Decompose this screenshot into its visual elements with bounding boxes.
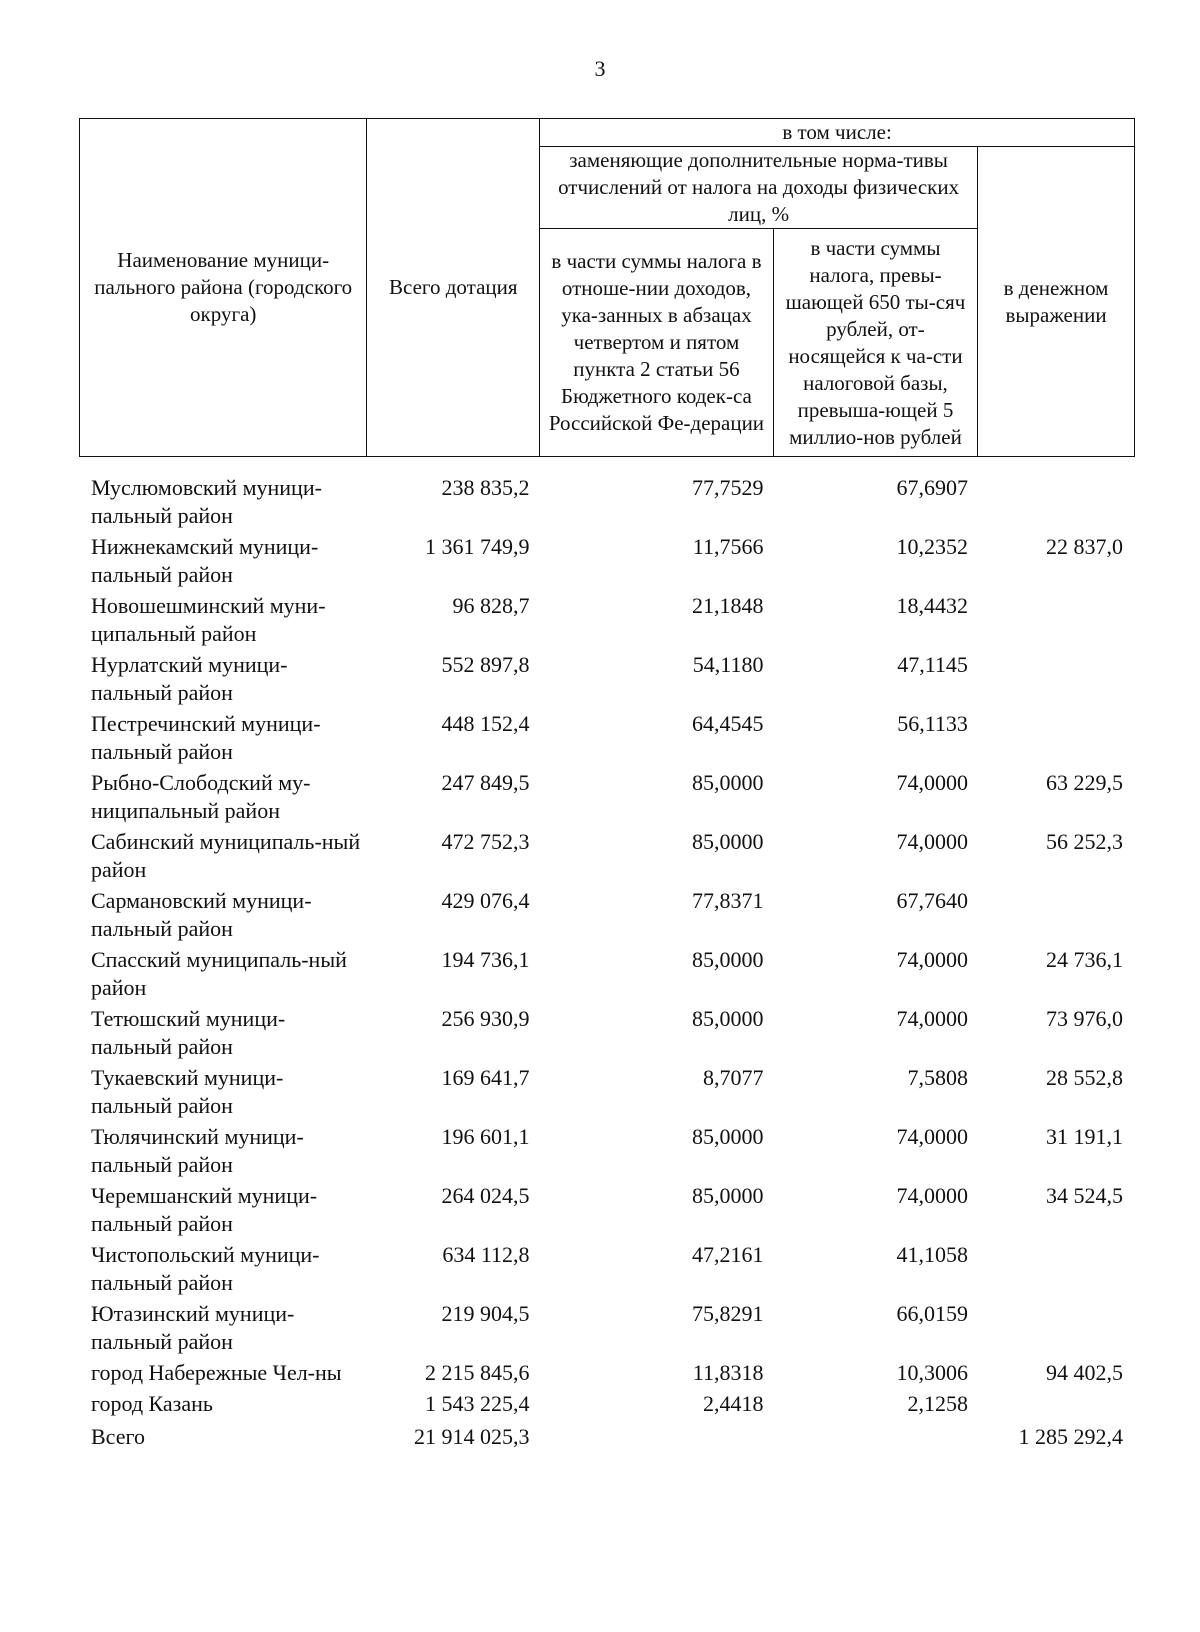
row-normative1-cell: 11,8318 [692, 1360, 764, 1385]
row-total-cell: 169 641,7 [441, 1065, 530, 1090]
row-cash-cell: 22 837,0 [1046, 534, 1123, 559]
row-name-cell: Пестречинский муници-пальный район [91, 711, 321, 764]
row-cash-cell: 31 191,1 [1046, 1124, 1123, 1149]
row-total-cell: 96 828,7 [452, 593, 530, 618]
row-normative1-cell: 54,1180 [692, 652, 764, 677]
row-normative1-cell: 85,0000 [691, 770, 764, 795]
row-normative1-cell: 47,2161 [691, 1242, 764, 1267]
row-normative2-cell: 2,1258 [907, 1391, 968, 1416]
row-total-cell: 238 835,2 [441, 475, 530, 500]
row-cash-cell: 1 285 292,4 [1018, 1424, 1123, 1449]
table-row [79, 474, 1135, 533]
table-row [79, 1123, 1135, 1182]
row-normative2-cell: 41,1058 [896, 1242, 968, 1267]
row-normative2-cell: 67,7640 [896, 888, 968, 913]
table-row [79, 1423, 1135, 1456]
table-row [79, 1359, 1135, 1390]
row-total-cell: 1 543 225,4 [425, 1391, 530, 1416]
row-name-cell: Тюлячинский муници-пальный район [91, 1124, 304, 1177]
row-cash-cell: 94 402,5 [1046, 1360, 1123, 1385]
row-normative1-cell [540, 1423, 774, 1456]
row-name-cell: Рыбно-Слободский му-ниципальный район [91, 770, 311, 823]
header-part1-column: в части суммы налога в отноше-нии доходов, ука-занных в абзацах четвертом и пятом пункта 2 статьи 56 Бюджетного кодек-са Российской Фе-дерации [540, 229, 774, 457]
row-normative2-cell: 18,4432 [896, 593, 968, 618]
row-name-cell: Нурлатский муници-пальный район [91, 652, 288, 705]
row-total-cell: 634 112,8 [442, 1242, 530, 1267]
table-row [79, 1300, 1135, 1359]
row-normative2-cell: 10,2352 [896, 534, 968, 559]
table-row [79, 828, 1135, 887]
row-name-cell: Тетюшский муници-пальный район [91, 1006, 286, 1059]
row-total-cell: 2 215 845,6 [425, 1360, 530, 1385]
row-normative2-cell: 67,6907 [896, 475, 968, 500]
row-normative2-cell: 74,0000 [896, 770, 968, 795]
row-total-cell: 1 361 749,9 [425, 534, 530, 559]
row-normative1-cell: 2,4418 [702, 1391, 764, 1416]
table-row [79, 533, 1135, 592]
row-name-cell: Спасский муниципаль-ный район [91, 947, 347, 1000]
row-name-cell: Ютазинский муници-пальный район [91, 1301, 295, 1354]
row-cash-cell [978, 474, 1135, 533]
table-row [79, 651, 1135, 710]
row-normative2-cell: 10,3006 [896, 1360, 968, 1385]
row-normative1-cell: 8,7077 [702, 1065, 764, 1090]
row-name-cell: город Набережные Чел-ны [91, 1360, 342, 1385]
table-row [79, 887, 1135, 946]
row-normative1-cell: 77,7529 [691, 475, 764, 500]
row-normative1-cell: 85,0000 [691, 1006, 764, 1031]
row-name-cell: Чистопольский муници-пальный район [91, 1242, 320, 1295]
row-normative2-cell: 74,0000 [896, 1006, 968, 1031]
table-header [79, 118, 1135, 457]
row-normative2-cell: 56,1133 [897, 711, 968, 736]
table-row [79, 769, 1135, 828]
row-normative2-cell: 74,0000 [896, 829, 968, 854]
row-name-cell: город Казань [91, 1391, 213, 1416]
row-total-cell: 196 601,1 [441, 1124, 530, 1149]
row-total-cell: 21 914 025,3 [414, 1424, 530, 1449]
row-normative2-cell: 74,0000 [896, 947, 968, 972]
data-table [79, 474, 1135, 1456]
row-normative1-cell: 21,1848 [691, 593, 764, 618]
row-cash-cell: 34 524,5 [1046, 1183, 1123, 1208]
table-row [79, 946, 1135, 1005]
row-cash-cell [978, 1300, 1135, 1359]
row-cash-cell: 63 229,5 [1046, 770, 1123, 795]
page-number: 3 [594, 56, 606, 81]
row-cash-cell [978, 592, 1135, 651]
header-name-column: Наименование муници-пального района (городского округа) [80, 119, 367, 457]
row-total-cell: 552 897,8 [441, 652, 530, 677]
table-row [79, 1241, 1135, 1300]
row-total-cell: 264 024,5 [441, 1183, 530, 1208]
row-cash-cell [978, 887, 1135, 946]
row-normative2-cell: 74,0000 [896, 1124, 968, 1149]
row-cash-cell [978, 1390, 1135, 1423]
row-normative1-cell: 85,0000 [691, 829, 764, 854]
table-row [79, 592, 1135, 651]
header-total-column: Всего дотация [367, 119, 540, 457]
row-normative1-cell: 75,8291 [691, 1301, 764, 1326]
header-including: в том числе: [540, 119, 1135, 147]
row-cash-cell [978, 1241, 1135, 1300]
row-normative1-cell: 77,8371 [691, 888, 764, 913]
header-normatives-group: заменяющие дополнительные норма-тивы отчислений от налога на доходы физических лиц, % [540, 147, 978, 229]
table-row [79, 710, 1135, 769]
row-normative1-cell: 85,0000 [691, 1124, 764, 1149]
row-normative2-cell: 74,0000 [896, 1183, 968, 1208]
row-normative1-cell: 64,4545 [691, 711, 764, 736]
table-row [79, 1182, 1135, 1241]
row-normative1-cell: 85,0000 [691, 947, 764, 972]
row-normative2-cell [773, 1423, 977, 1456]
row-name-cell: Сабинский муниципаль-ный район [91, 829, 361, 882]
table-row [79, 1064, 1135, 1123]
row-name-cell: Новошешминский муни-ципальный район [91, 593, 326, 646]
table-row [79, 1005, 1135, 1064]
row-total-cell: 472 752,3 [441, 829, 530, 854]
row-total-cell: 448 152,4 [441, 711, 530, 736]
row-cash-cell: 24 736,1 [1046, 947, 1123, 972]
row-total-cell: 247 849,5 [441, 770, 530, 795]
row-normative1-cell: 11,7566 [692, 534, 764, 559]
header-cash-column: в денежном выражении [978, 147, 1135, 457]
row-total-cell: 194 736,1 [441, 947, 530, 972]
row-name-cell: Тукаевский муници-пальный район [91, 1065, 284, 1118]
row-cash-cell [978, 710, 1135, 769]
header-part2-column: в части суммы налога, превы-шающей 650 ты-сяч рублей, от-носящейся к ча-сти налоговой базы, превыша-ющей 5 миллио-нов рублей [773, 229, 977, 457]
row-name-cell: Сармановский муници-пальный район [91, 888, 312, 941]
row-normative1-cell: 85,0000 [691, 1183, 764, 1208]
row-name-cell: Всего [91, 1424, 145, 1449]
row-name-cell: Муслюмовский муници-пальный район [91, 475, 322, 528]
row-name-cell: Черемшанский муници-пальный район [91, 1183, 318, 1236]
row-cash-cell: 56 252,3 [1046, 829, 1123, 854]
row-normative2-cell: 66,0159 [896, 1301, 968, 1326]
row-cash-cell: 73 976,0 [1046, 1006, 1123, 1031]
row-total-cell: 219 904,5 [441, 1301, 530, 1326]
row-total-cell: 256 930,9 [441, 1006, 530, 1031]
row-cash-cell: 28 552,8 [1046, 1065, 1123, 1090]
row-normative2-cell: 7,5808 [907, 1065, 968, 1090]
row-total-cell: 429 076,4 [441, 888, 530, 913]
row-normative2-cell: 47,1145 [897, 652, 968, 677]
row-cash-cell [978, 651, 1135, 710]
table-row [79, 1390, 1135, 1423]
row-name-cell: Нижнекамский муници-пальный район [91, 534, 319, 587]
